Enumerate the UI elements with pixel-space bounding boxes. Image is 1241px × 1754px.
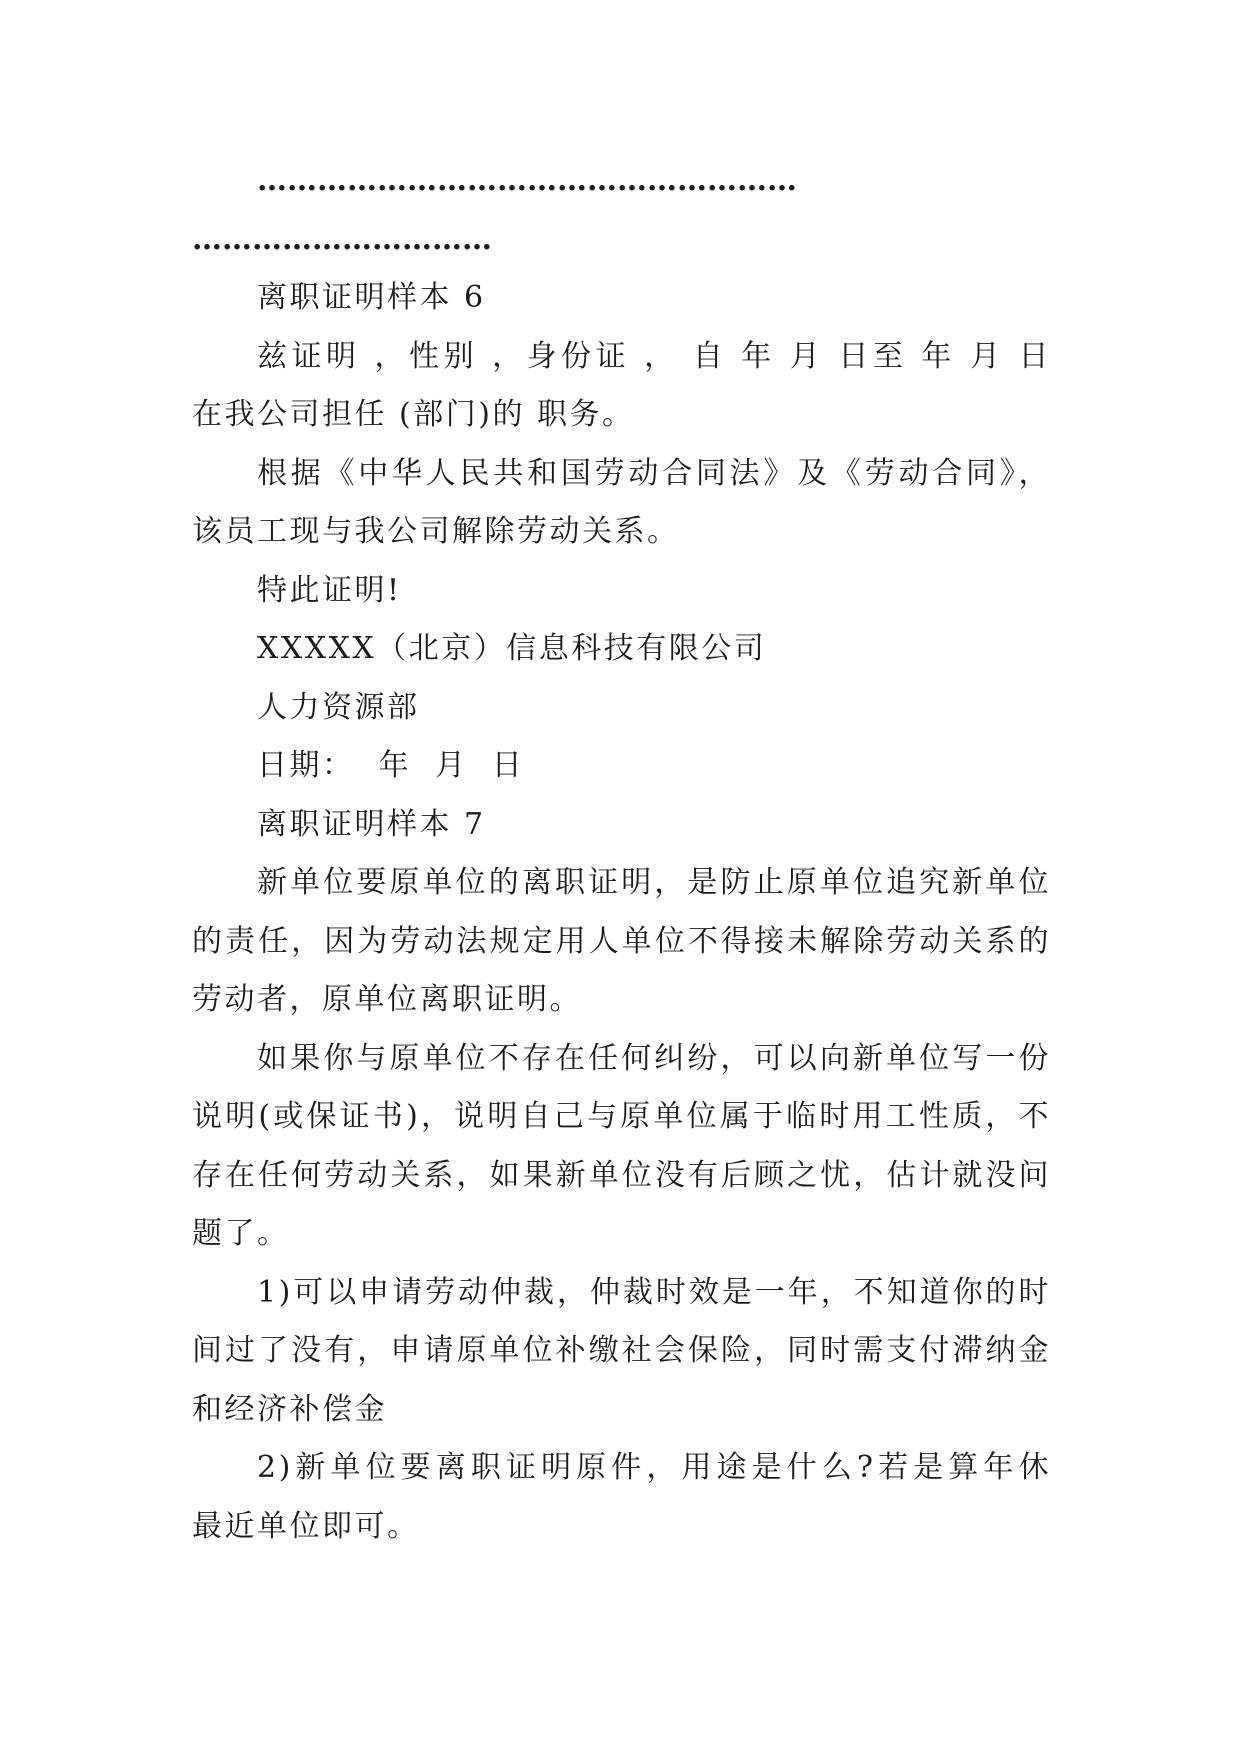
paragraph-line: 的责任，因为劳动法规定用人单位不得接未解除劳动关系的 [192,923,1051,959]
paragraph-line: 间过了没有，申请原单位补缴社会保险，同时需支付滞纳金 [192,1333,1051,1368]
section-title-sample-7: 离职证明样本 7 [257,806,486,842]
paragraph-line: 存在任何劳动关系，如果新单位没有后顾之忧，估计就没问 [192,1157,1051,1193]
paragraph-line: 如果你与原单位不存在任何纠纷，可以向新单位写一份 [257,1040,1051,1076]
certificate-closing: 特此证明! [257,572,402,608]
paragraph-line: 和经济补偿金 [192,1391,387,1427]
department-name: 人力资源部 [257,689,420,725]
paragraph-line: 劳动者，原单位离职证明。 [192,982,582,1017]
dotted-separator-line: ……………………………………………… [257,163,797,198]
certificate-body-line: 在我公司担任 (部门)的 职务。 [192,397,635,432]
paragraph-line: 1)可以申请劳动仲裁，仲裁时效是一年，不知道你的时 [257,1274,1051,1310]
date-line: 日期： 年 月 日 [257,748,525,783]
certificate-body-line: 兹证明 ，性别 ，身份证 ， 自 年 月 日至 年 月 日 [257,338,1051,374]
paragraph-line: 2)新单位要离职证明原件，用途是什么?若是算年休 [257,1450,1051,1485]
document-page [192,152,1051,1556]
section-title-sample-6: 离职证明样本 6 [257,280,486,315]
paragraph-line: 新单位要原单位的离职证明，是防止原单位追究新单位 [257,865,1051,900]
company-name: XXXXX（北京）信息科技有限公司 [257,631,767,666]
dotted-separator-line: ………………………… [192,221,492,257]
certificate-basis-line: 该员工现与我公司解除劳动关系。 [192,514,680,549]
paragraph-line: 题了。 [192,1216,290,1251]
certificate-basis-line: 根据《中华人民共和国劳动合同法》及《劳动合同》， [257,455,1051,491]
paragraph-line: 说明(或保证书)，说明自己与原单位属于临时用工性质，不 [192,1099,1051,1134]
paragraph-line: 最近单位即可。 [192,1508,420,1544]
